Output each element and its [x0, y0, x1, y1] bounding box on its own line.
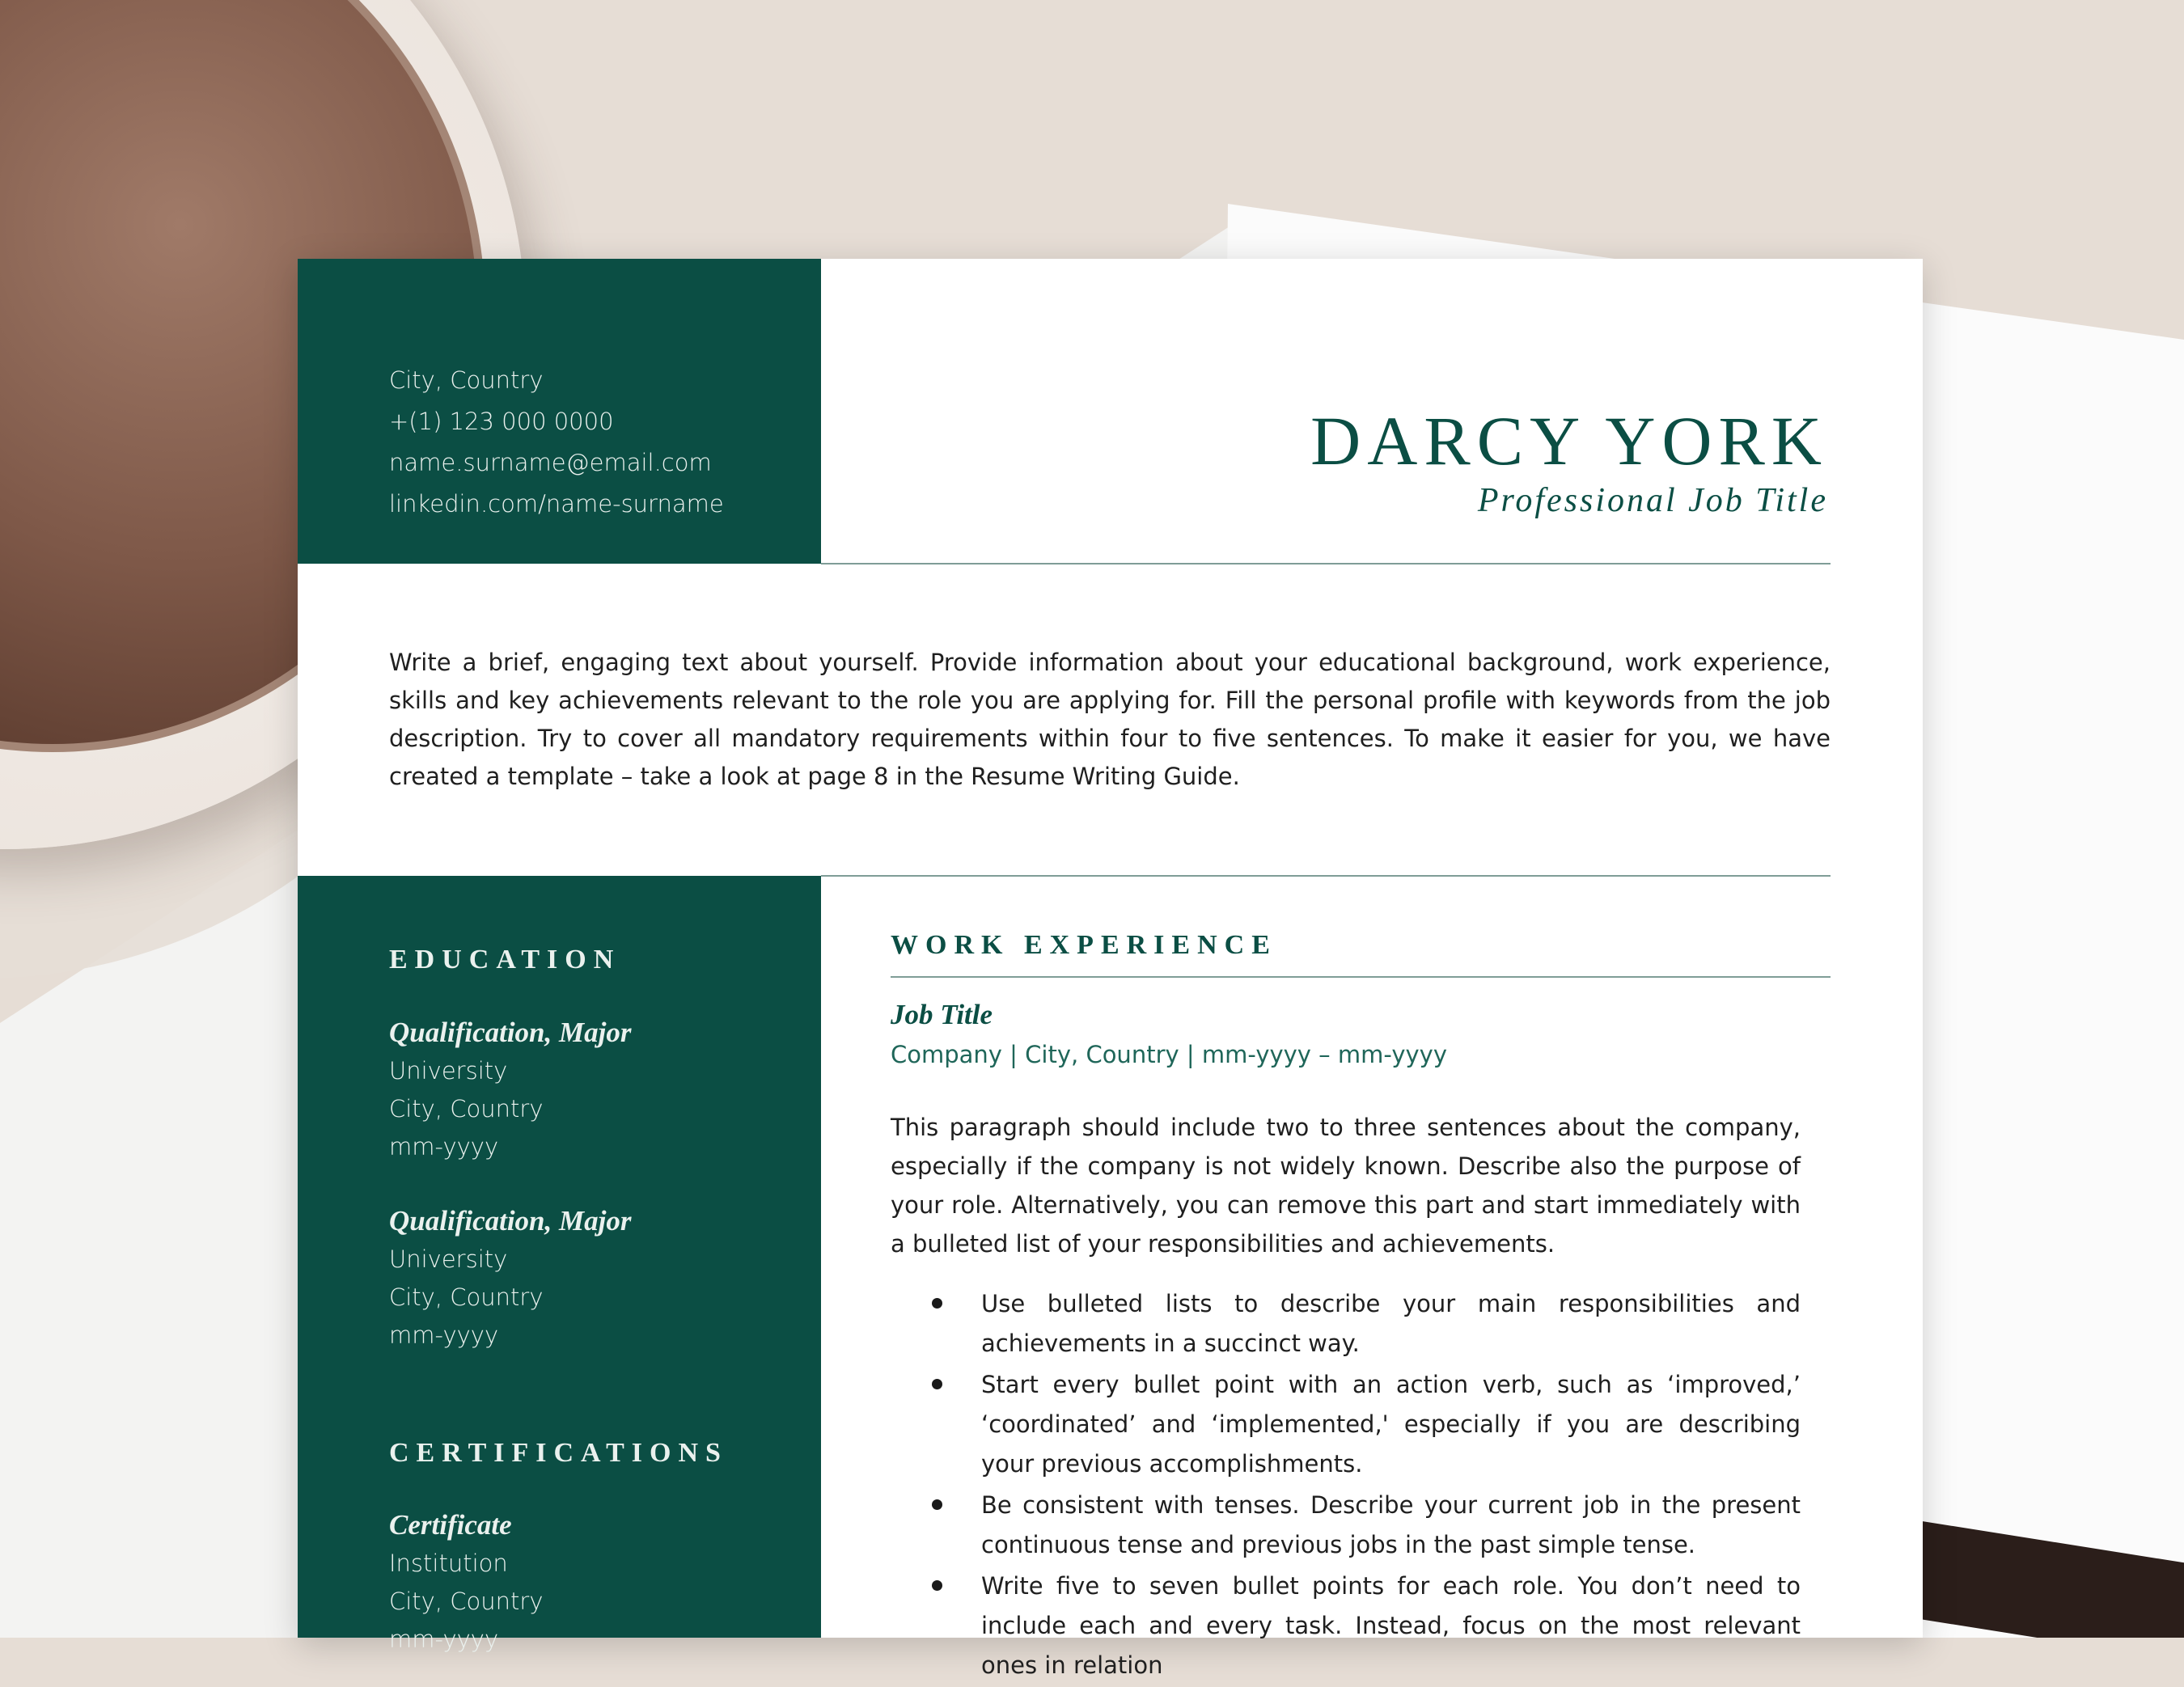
education-heading: EDUCATION — [389, 945, 621, 975]
list-item — [891, 1566, 1801, 1685]
bullet-icon — [932, 1580, 942, 1591]
bullet-text: Write five to seven bullet points for each role. You don’t need to include each and every task. Instead, focus on the most relevant ones in relation — [981, 1572, 1801, 1679]
bullet-icon — [932, 1298, 942, 1309]
education-qualification: Qualification, Major — [389, 1017, 632, 1048]
bullet-text: Use bulleted lists to describe your main responsibilities and achievements in a succinct way. — [981, 1290, 1801, 1357]
work-experience-heading: WORK EXPERIENCE — [891, 930, 1277, 960]
education-location: City, Country — [389, 1095, 544, 1123]
list-item — [891, 1365, 1801, 1484]
bullet-text: Be consistent with tenses. Describe your current job in the present continuous tense and previous jobs in the past simple tense. — [981, 1491, 1801, 1558]
certificate-institution: Institution — [389, 1550, 508, 1577]
education-institution: University — [389, 1057, 508, 1084]
profile-summary: Write a brief, engaging text about yourself. Provide information about your educational background, work experience, skills and key achievements relevant to the role you are applying for. Fill the personal profile with keywords from the job description. Try to cover all mandatory requirements within four to five sentences. To make it easier for you, we have created a template – take a look at page 8 in the Resume Writing Guide. — [389, 649, 1831, 790]
candidate-name: DARCY YORK — [1310, 402, 1828, 480]
education-item — [389, 1013, 631, 1166]
education-date: mm-yyyy — [389, 1133, 499, 1161]
list-item — [891, 1284, 1801, 1364]
contact-phone: +(1) 123 000 0000 — [389, 408, 614, 435]
work-experience-section — [891, 930, 1828, 1679]
education-date: mm-yyyy — [389, 1321, 499, 1349]
contact-email: name.surname@email.com — [389, 449, 712, 476]
job-meta: Company | City, Country | mm-yyyy – mm-yyyy — [891, 1041, 1447, 1068]
bullet-text: Start every bullet point with an action verb, such as ‘improved,’ ‘coordinated’ and ‘implemented,' especially if you are describing your previous accomplishments. — [981, 1371, 1801, 1478]
job-title: Job Title — [891, 999, 993, 1030]
bullet-icon — [932, 1499, 942, 1510]
contact-panel — [298, 259, 821, 564]
education-qualification: Qualification, Major — [389, 1205, 632, 1237]
education-section — [389, 945, 620, 975]
header-divider — [821, 563, 1831, 564]
education-location: City, Country — [389, 1283, 544, 1311]
certificate-name: Certificate — [389, 1509, 512, 1541]
profile-divider — [821, 875, 1831, 877]
contact-location: City, Country — [389, 366, 544, 394]
contact-linkedin: linkedin.com/name-surname — [389, 490, 724, 518]
education-institution: University — [389, 1245, 508, 1273]
contact-list — [389, 360, 724, 525]
list-item — [891, 1486, 1801, 1565]
work-experience-divider — [891, 976, 1831, 978]
certifications-section — [389, 1438, 728, 1469]
bullet-icon — [932, 1379, 942, 1389]
certification-item — [389, 1506, 543, 1659]
professional-job-title: Professional Job Title — [1477, 482, 1828, 519]
education-item — [389, 1202, 631, 1355]
certificate-location: City, Country — [389, 1588, 544, 1615]
job-description: This paragraph should include two to three sentences about the company, especially if the company is not widely known. Describe also the purpose of your role. Alternatively, you can remove this part and start immediately with a bulleted list of your responsibilities and achievements. — [891, 1114, 1801, 1258]
certifications-heading: CERTIFICATIONS — [389, 1438, 728, 1468]
sidebar-panel — [298, 876, 821, 1653]
job-bullet-list — [891, 1284, 1801, 1687]
resume-sheet — [298, 259, 1923, 1679]
certificate-date: mm-yyyy — [389, 1626, 499, 1653]
